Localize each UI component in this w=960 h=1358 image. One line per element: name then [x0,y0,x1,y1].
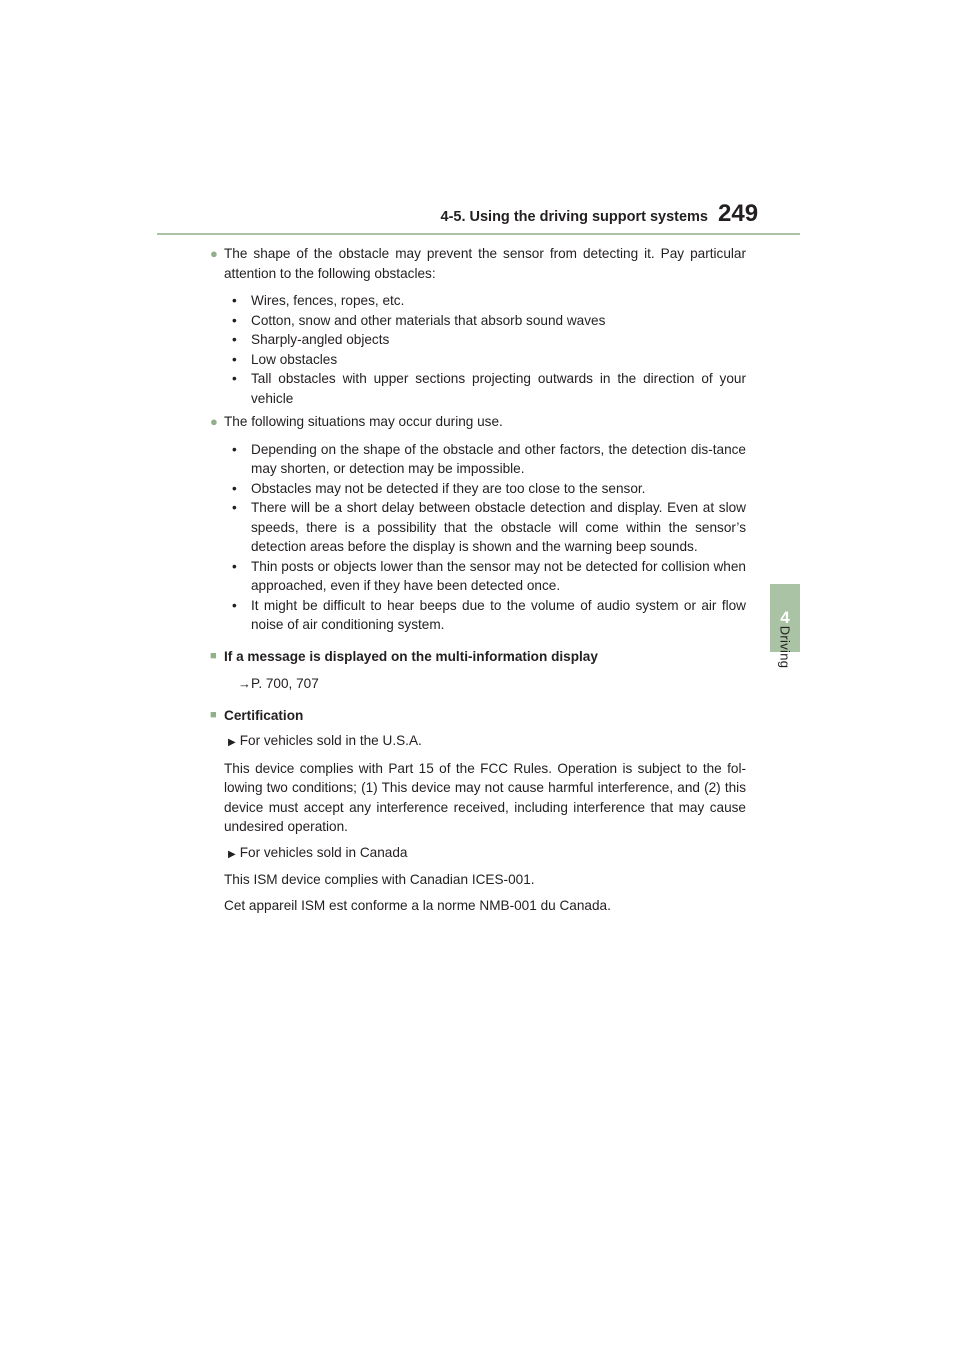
dot-bullet-icon: • [232,312,237,328]
triangle-bullet-icon: ▶ [228,737,236,748]
page-reference-link[interactable]: P. 700, 707 [251,676,319,691]
circle-bullet-icon: ● [210,246,218,261]
dot-bullet-icon: • [232,558,237,574]
page-number: 249 [718,200,759,227]
obstacle-list [224,291,746,408]
usa-text: This device complies with Part 15 of the FCC Rules. Operation is subject to the fol-lowing two conditions; (1) This device may not cause harmful interference, and (2) this device must accept any interference received, including interference that may cause undesired operation. [224,760,746,834]
list-item: • Low obstacles [224,350,746,370]
dot-bullet-icon: • [232,597,237,613]
square-bullet-icon: ■ [210,649,217,662]
chapter-label: Driving [777,625,793,669]
page-content [210,244,746,915]
shape-obstacles-text: The shape of the obstacle may prevent the sensor from detecting it. Pay particular attention to the following obstacles: [224,246,746,281]
shape-obstacles-block [210,244,746,408]
list-item: • Obstacles may not be detected if they are too close to the sensor. [224,479,746,499]
square-bullet-icon: ■ [210,708,217,721]
page-reference[interactable] [224,674,746,694]
situations-text: The following situations may occur during use. [224,414,503,429]
dot-bullet-icon: • [232,371,237,386]
certification-heading: ■ Certification [224,706,746,726]
chapter-number: 4 [780,608,790,627]
list-item: • Sharply-angled objects [224,330,746,350]
dot-bullet-icon: • [232,500,237,515]
dot-bullet-icon: • [232,480,237,496]
dot-bullet-icon: • [232,351,237,367]
list-item: • Cotton, snow and other materials that absorb sound waves [224,311,746,331]
circle-bullet-icon: ● [210,414,218,429]
section-title: 4-5. Using the driving support systems [440,209,708,225]
message-heading: ■ If a message is displayed on the multi-information display [224,647,746,667]
list-item: • Tall obstacles with upper sections projecting outwards in the direction of your vehicle [232,371,746,406]
triangle-bullet-icon: ▶ [228,848,236,860]
list-item: • Depending on the shape of the obstacle and other factors, the detection dis-tance may shorten, or detection may be impossible. [232,441,746,476]
header-divider [157,233,800,235]
arrow-right-icon: → [238,676,251,691]
list-item: • Thin posts or objects lower than the sensor may not be detected for collision when approached, even if they have been detected once. [232,558,746,593]
situations-list [224,440,746,635]
list-item: • There will be a short delay between obstacle detection and display. Even at slow speeds, there is a possibility that the obstacle will come within the sensor’s detection areas before the display is shown and the warning beep sounds. [232,500,746,554]
list-item: • It might be difficult to hear beeps due to the volume of audio system or air flow noise of air conditioning system. [232,597,746,632]
canada-subheading: ▶ For vehicles sold in Canada [224,843,746,865]
canada-text-fr: Cet appareil ISM est conforme a la norme NMB-001 du Canada. [224,897,611,913]
canada-text-en: This ISM device complies with Canadian ICES-001. [224,872,535,887]
list-item: • Wires, fences, ropes, etc. [224,291,746,311]
dot-bullet-icon: • [232,293,237,308]
dot-bullet-icon: • [232,332,237,347]
dot-bullet-icon: • [232,441,237,457]
situations-block [210,412,746,635]
usa-subheading: ▶ For vehicles sold in the U.S.A. [224,731,746,753]
